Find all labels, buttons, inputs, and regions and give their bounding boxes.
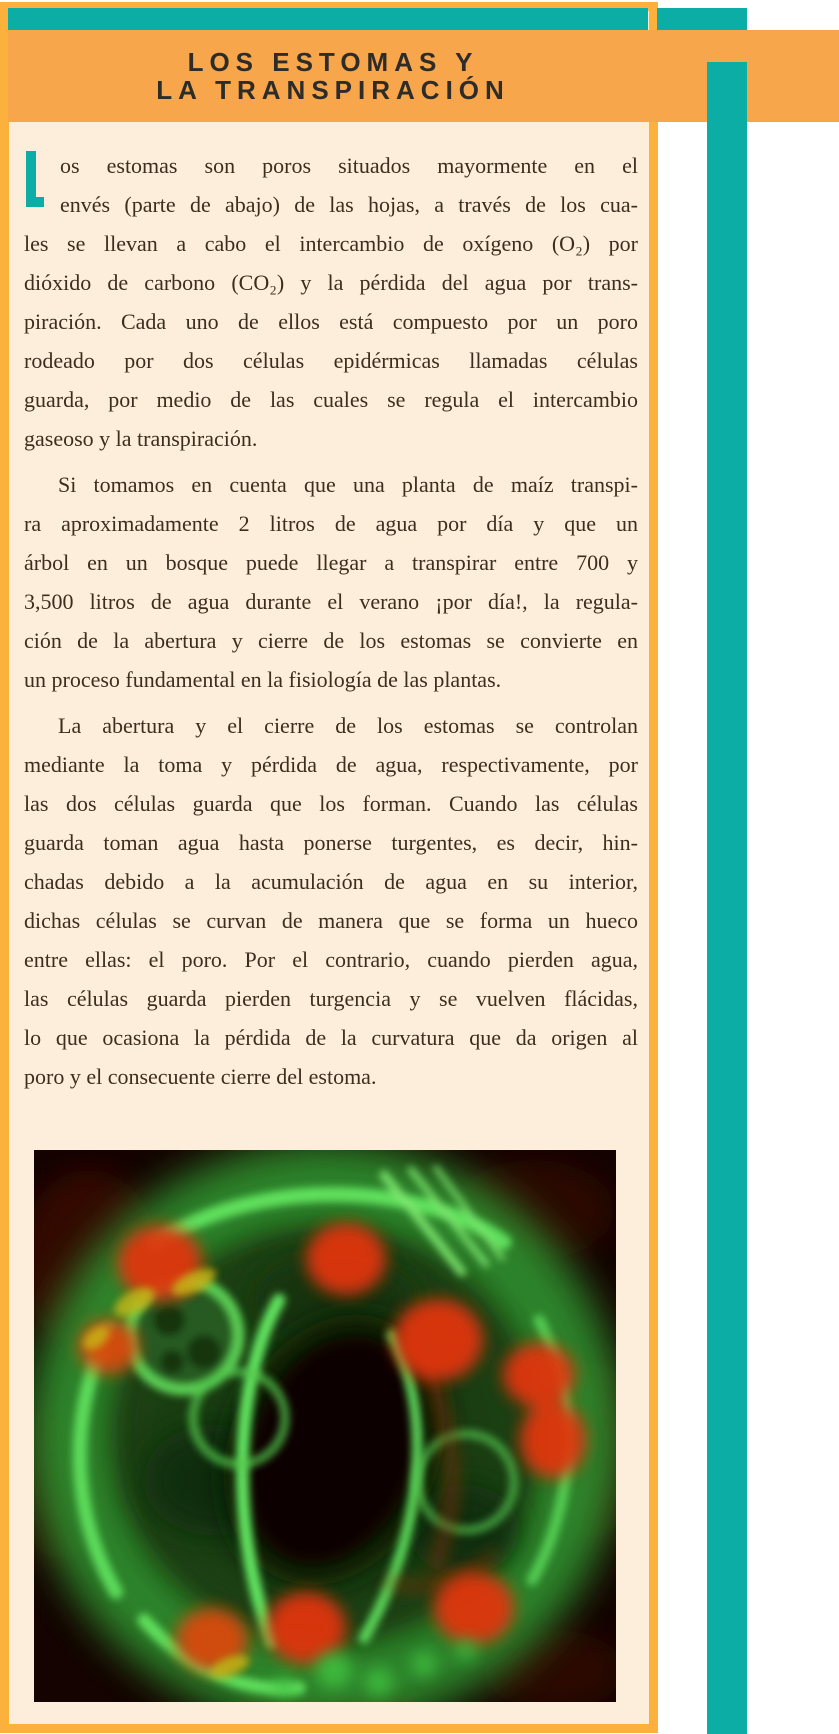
paragraph-1	[24, 146, 638, 458]
teal-top-bar-left	[8, 8, 648, 30]
text-line: gaseoso y la transpiración.	[24, 426, 258, 451]
text-line: lo que ocasiona la pérdida de la curvatura que da origen al	[24, 1025, 638, 1050]
page-title-line-2: LA TRANSPIRACIÓN	[156, 75, 510, 105]
text-line: árbol en un bosque puede llegar a transpirar entre 700 y	[24, 550, 638, 575]
text-line: dióxido de carbono (CO₂) y la pérdida del agua por trans-	[24, 270, 638, 295]
text-line: poro y el consecuente cierre del estoma.	[24, 1064, 377, 1089]
text-line: guarda, por medio de las cuales se regula el intercambio	[24, 387, 638, 412]
text-line: ra aproximadamente 2 litros de agua por día y que un	[24, 511, 638, 536]
text-line: os estomas son poros situados mayormente en el	[60, 153, 638, 178]
text-line: Si tomamos en cuenta que una planta de maíz transpi-	[58, 472, 638, 497]
text-line: les se llevan a cabo el intercambio de oxígeno (O₂) por	[24, 231, 638, 256]
text-line: un proceso fundamental en la fisiología de las plantas.	[24, 667, 502, 692]
text-line: las dos células guarda que los forman. Cuando las células	[24, 791, 638, 816]
teal-top-bar-right	[657, 8, 747, 30]
text-line: mediante la toma y pérdida de agua, respectivamente, por	[24, 752, 638, 777]
page-title	[8, 48, 658, 104]
text-line: chadas debido a la acumulación de agua en su interior,	[24, 869, 638, 894]
text-line: envés (parte de abajo) de las hojas, a través de los cua-	[60, 192, 638, 217]
text-line: dichas células se curvan de manera que se forma un hueco	[24, 908, 638, 933]
text-line: entre ellas: el poro. Por el contrario, cuando pierden agua,	[24, 947, 638, 972]
paragraph-3	[24, 706, 638, 1096]
text-line: piración. Cada uno de ellos está compuesto por un poro	[24, 309, 638, 334]
text-line: guarda toman agua hasta ponerse turgentes, es decir, hin-	[24, 830, 638, 855]
text-line: La abertura y el cierre de los estomas se controlan	[58, 713, 638, 738]
text-line: las células guarda pierden turgencia y se vuelven flácidas,	[24, 986, 638, 1011]
teal-side-bar	[707, 62, 747, 1734]
stoma-micrograph	[34, 1150, 616, 1702]
page-title-line-1: LOS ESTOMAS Y	[187, 47, 479, 77]
text-line: ción de la abertura y cierre de los estomas se convierte en	[24, 628, 638, 653]
drop-cap-letter	[24, 146, 60, 224]
text-line: 3,500 litros de agua durante el verano ¡por día!, la regula-	[24, 589, 638, 614]
article-body	[24, 146, 638, 1702]
paragraph-2	[24, 465, 638, 699]
text-line: rodeado por dos células epidérmicas llamadas células	[24, 348, 638, 373]
